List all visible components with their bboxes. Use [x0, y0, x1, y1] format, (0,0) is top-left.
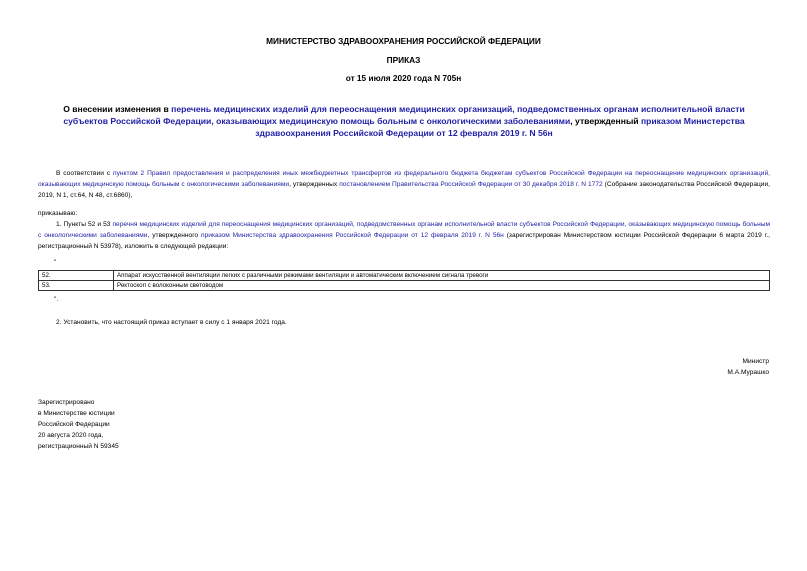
items-table [38, 270, 770, 291]
preamble-text: В соответствии с [56, 170, 114, 177]
doc-date-number: от 15 июля 2020 года N 705н [345, 73, 462, 83]
preamble-link-rules[interactable]: пунктом 2 Правил предоставления и распределения иных межбюджетных трансфертов из федерального бюджета бюджетам субъектов Российской Федерации на переоснащение медицинских организаций, оказывающих медицинскую помощь больным с онкологическими заболеваниями [38, 170, 771, 188]
item-1-text: 1. Пункты 52 и 53 [56, 221, 113, 228]
row-number: 53. [39, 281, 114, 291]
subject-text: , утвержденный [570, 116, 641, 126]
doc-type-heading: ПРИКАЗ [386, 55, 421, 65]
preamble-paragraph [38, 168, 770, 201]
signatory-name: М.А.Мурашко [727, 369, 769, 376]
subject-text: О внесении изменения в [63, 104, 172, 114]
item-1-text: (зарегистрирован Министерством юстиции Российской Федерации 6 марта 2019 г., регистрационный N 53978), изложить в следующей редакции: [38, 232, 771, 250]
quote-close: ". [54, 296, 59, 303]
registration-line: Зарегистрировано [38, 399, 95, 406]
table-row [39, 271, 770, 281]
item-1-paragraph [38, 219, 770, 252]
item-1-link-order[interactable]: приказом Министерства здравоохранения Российской Федерации от 12 февраля 2019 г. N 56н [201, 232, 504, 239]
row-description: Аппарат искусственной вентиляции легких с различными режимами вентиляции и автоматическим включением сигнала тревоги [114, 271, 770, 281]
row-number: 52. [39, 271, 114, 281]
preamble-link-resolution[interactable]: постановлением Правительства Российской Федерации от 30 декабря 2018 г. N 1772 [339, 181, 603, 188]
registration-line: Российской Федерации [38, 421, 110, 428]
item-2-paragraph: 2. Установить, что настоящий приказ вступает в силу с 1 января 2021 года. [56, 319, 287, 326]
signatory-title: Министр [742, 358, 769, 365]
row-description: Ректоскоп с волоконным световодом [114, 281, 770, 291]
table-row [39, 281, 770, 291]
item-1-link-list[interactable]: перечня медицинских изделий для переоснащения медицинских организаций, подведомственных органам исполнительной власти субъектов Российской Федерации, оказывающих медицинскую помощь больным с онкологическими заболеваниями [38, 221, 770, 239]
order-word: приказываю: [38, 210, 78, 217]
ministry-heading: МИНИСТЕРСТВО ЗДРАВООХРАНЕНИЯ РОССИЙСКОЙ ФЕДЕРАЦИИ [266, 36, 541, 46]
document-subject [54, 103, 754, 139]
item-1-text: , утвержденного [147, 232, 202, 239]
subject-link-list[interactable]: перечень медицинских изделий для переоснащения медицинских организаций, подведомственных органам исполнительной власти субъектов Российской Федерации, оказывающих медицинскую помощь больным с онкологическими заболеваниями [63, 104, 745, 126]
registration-block [38, 397, 119, 452]
registration-line: в Министерстве юстиции [38, 410, 115, 417]
registration-line: регистрационный N 59345 [38, 443, 119, 450]
preamble-text: , утвержденных [289, 181, 340, 188]
preamble-text: (Собрание законодательства Российской Федерации, 2019, N 1, ст.64, N 48, ст.6860), [38, 181, 770, 199]
quote-open: " [54, 259, 57, 266]
subject-link-order[interactable]: приказом Министерства здравоохранения Российской Федерации от 12 февраля 2019 г. N 56н [255, 116, 745, 138]
registration-line: 20 августа 2020 года, [38, 432, 104, 439]
